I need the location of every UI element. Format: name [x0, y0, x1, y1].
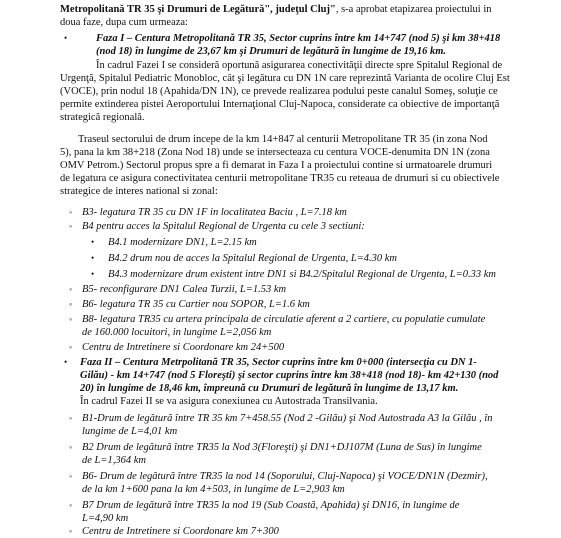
- list-item-b5: B5- reconfigurare DN1 Calea Turzii, L=1.53 km: [82, 284, 287, 295]
- list-bullet: ◦: [69, 442, 73, 452]
- list-item-b6-faza2-cont: de la km 1+600 pana la km 4+503, in lungime de L=2,903 km: [82, 484, 345, 495]
- list-item-b8: B8- legatura TR35 cu artera principala de circulatie aferent a 2 cartiere, cu populatie cumulate: [82, 314, 486, 325]
- list-item-b4-1: B4.1 modernizare DN1, L=2.15 km: [108, 237, 257, 248]
- list-bullet: ◦: [69, 221, 73, 231]
- list-bullet: ◦: [69, 526, 73, 536]
- list-item-b6-faza2: B6- Drum de legătură între TR35 la nod 14 (Soporului, Cluj-Napoca) şi VOCE/DN1N (Dezmir),: [82, 471, 488, 482]
- faza2-intro: În cadrul Fazei II se va asigura conexiunea cu Autostrada Transilvania.: [80, 396, 378, 407]
- list-item-b7-cont: L=4,90 km: [82, 513, 129, 524]
- list-item-b2-cont: de L=1,364 km: [82, 455, 146, 466]
- faza2-heading-line-3: 20) în lungime de 18,46 km, împreună cu Drumuri de legătură în lungime de 13,17 km.: [80, 383, 459, 394]
- faza1-paragraph1-line: permite extinderea pistei Aeroportului Internaţional Cluj-Napoca, considerate ca obiective de importanţă: [60, 99, 500, 110]
- faza1-heading-line-2: (nod 18) în lungime de 23,67 km şi Drumuri de legătură în lungime de 19,16 km.: [96, 46, 447, 57]
- faza1-paragraph1-line: Urgenţă, Spitalul Pediatric Monobloc, cât şi legătura cu DN 1N care reprezintă Varianta de ocolire Cluj Est: [60, 73, 510, 84]
- list-bullet: ◦: [69, 342, 73, 352]
- intro-line-2: doua faze, dupa cum urmeaza:: [60, 17, 188, 28]
- faza1-paragraph2-line: OMV Petrom.) Sectorul propus spre a fi demarat in Faza I a proiectului contine si urmatoarele drumuri: [60, 160, 493, 171]
- list-bullet: ◦: [69, 207, 73, 217]
- faza1-heading-line-1: Faza I – Centura Metropolitană TR 35, Sector cuprins între km 14+747 (nod 5) şi km 38+418: [96, 33, 501, 44]
- list-item-b7: B7 Drum de legătură între TR35 la nod 19 (Sub Coastă, Apahida) şi DN16, in lungime de: [82, 500, 460, 511]
- list-bullet: ◦: [69, 314, 73, 324]
- list-bullet: ◦: [69, 299, 73, 309]
- faza1-paragraph1-line: (VOCE), prin nodul 18 (Apahida/DN 1N), ce prevede realizarea podului peste canalul Someş, soluţie ce: [60, 86, 498, 97]
- faza1-paragraph2-line: de legatura ce asigura conectivitatea centurii metropolitane TR35 cu reteaua de drumuri si cu obiectivele: [60, 173, 500, 184]
- faza1-paragraph1-line: strategică regională.: [60, 112, 145, 123]
- intro-text: , s-a aprobat etapizarea proiectului in: [335, 4, 492, 15]
- list-item-b4-3: B4.3 modernizare drum existent intre DN1 si B4.2/Spitalul Regional de Urgenta, L=0.33 km: [108, 269, 496, 280]
- list-bullet: ◦: [69, 284, 73, 294]
- faza1-paragraph1-line: În cadrul Fazei I se consideră oportună asigurarea conectivităţii directe spre Spitalul Regional de: [96, 60, 503, 71]
- list-item-b8-cont: de 160.000 locuitori, in lungime L=2,056 km: [82, 327, 272, 338]
- bullet-faza2: •: [64, 357, 68, 367]
- list-bullet: •: [91, 253, 95, 263]
- list-bullet: •: [91, 269, 95, 279]
- list-item-b4: B4 pentru acces la Spitalul Regional de Urgenta cu cele 3 sectiuni:: [82, 221, 365, 232]
- faza1-paragraph2-line: Traseul sectorului de drum incepe de la km 14+847 al centurii Metropolitane TR 35 (in zona Nod: [78, 134, 488, 145]
- list-item-b2: B2 Drum de legătură între TR35 la Nod 3(Floreşti) şi DN1+DJ107M (Luna de Sus) în lungime: [82, 442, 482, 453]
- list-bullet: ◦: [69, 500, 73, 510]
- faza2-heading-line-1: Faza II – Centura Metrpolitană TR 35, Sector cuprins între km 0+000 (intersecţia cu DN 1-: [80, 357, 477, 368]
- list-bullet: ◦: [69, 471, 73, 481]
- list-item-b4-2: B4.2 drum nou de acces la Spitalul Regional de Urgenta, L=4.30 km: [108, 253, 397, 264]
- list-item-b3: B3- legatura TR 35 cu DN 1F in localitatea Baciu , L=7.18 km: [82, 207, 347, 218]
- list-item-centru-faza2: Centru de Intretinere si Coordonare km 7+300: [82, 526, 279, 537]
- list-item-centru-faza1: Centru de Intretinere si Coordonare km 24+500: [82, 342, 285, 353]
- faza2-heading-line-2: Gilău) - km 14+747 (nod 5 Floreşti) şi sector cuprins între km 38+418 (nod 18)- km 42+130 (nod: [80, 370, 499, 381]
- bullet-faza1: •: [64, 33, 68, 43]
- list-item-b1: B1-Drum de legătură între TR 35 km 7+458.55 (Nod 2 -Gilău) şi Nod Autostrada A3 la Gilău , în: [82, 413, 493, 424]
- list-item-b1-cont: lungime de L=4,01 km: [82, 426, 178, 437]
- faza1-paragraph2-line: 5), pana la km 38+218 (Zona Nod 18) unde se intersecteaza cu centura VOCE-denumita DN 1N (zona: [60, 147, 490, 158]
- project-title: Metropolitană TR 35 şi Drumuri de Legătură", judeţul Cluj": [60, 4, 336, 15]
- list-bullet: ◦: [69, 413, 73, 423]
- list-item-b6: B6- legatura TR 35 cu Cartier nou SOPOR, L=1.6 km: [82, 299, 310, 310]
- faza1-paragraph2-line: strategice de interes national si zonal:: [60, 186, 218, 197]
- list-bullet: •: [91, 237, 95, 247]
- intro-line-1: [60, 3, 492, 16]
